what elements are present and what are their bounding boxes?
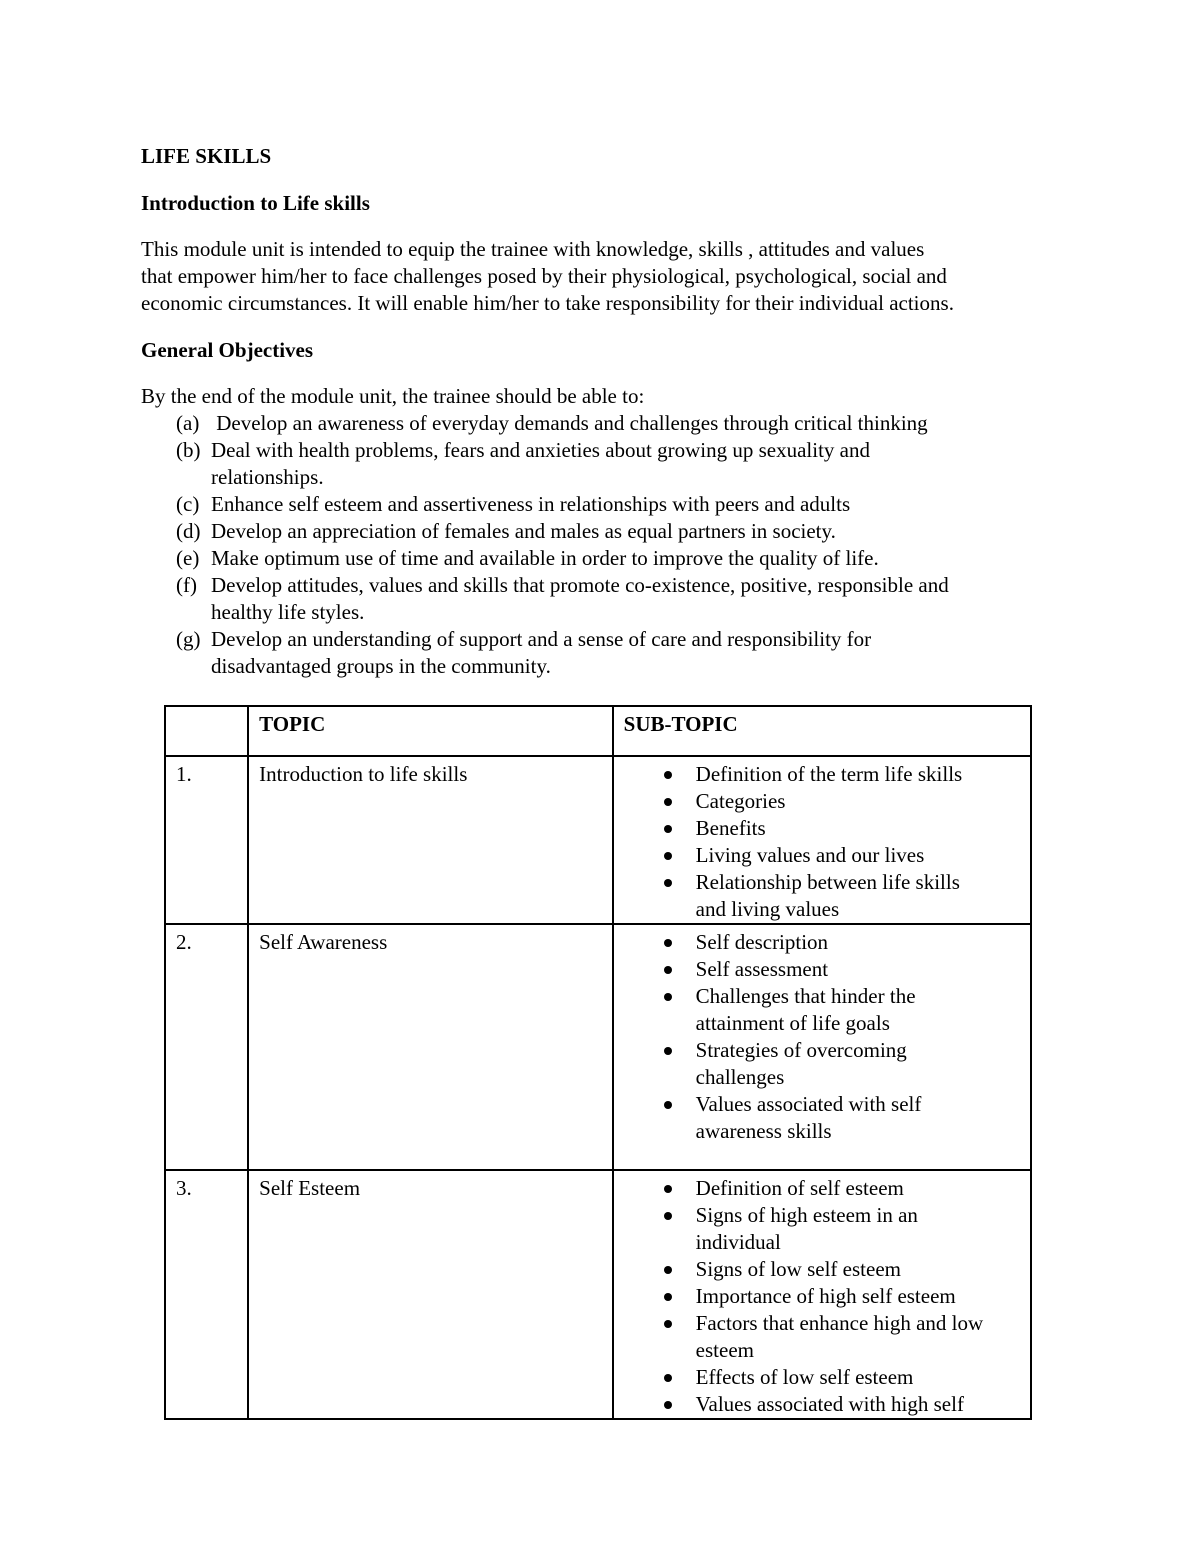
row-number: 2. [165, 924, 248, 1170]
subtopic-list [624, 761, 1020, 923]
subtopic-item [624, 815, 1020, 842]
subtopic-text: esteem [695, 1338, 754, 1362]
subtopic-text: challenges [695, 1065, 785, 1089]
subtopic-item [624, 1256, 1020, 1283]
subtopic-text: Self assessment [695, 957, 829, 981]
objectives-lead: By the end of the module unit, the trainee should be able to: [141, 384, 645, 408]
objective-text: healthy life styles. [211, 600, 365, 624]
subtopic-item [624, 983, 1020, 1037]
objective-text: Enhance self esteem and assertiveness in relationships with peers and adults [211, 492, 851, 516]
document-title: LIFE SKILLS [141, 144, 272, 168]
objective-marker: (b) [176, 438, 201, 462]
subtopic-text: attainment of life goals [695, 1011, 890, 1035]
subtopic-text: Challenges that hinder the [695, 984, 916, 1008]
subtopic-item [624, 1037, 1020, 1091]
row-subtopics [613, 756, 1031, 924]
subtopic-text: Signs of low self esteem [695, 1257, 901, 1281]
objective-item [176, 410, 1076, 437]
objective-text: disadvantaged groups in the community. [211, 654, 551, 678]
subtopic-text: Self description [695, 930, 829, 954]
intro-line: This module unit is intended to equip the trainee with knowledge, skills , attitudes and values [141, 237, 925, 261]
subtopic-item [624, 1283, 1020, 1310]
subtopic-item [624, 1202, 1020, 1256]
subtopic-text: individual [695, 1230, 781, 1254]
subtopic-item [624, 1175, 1020, 1202]
row-subtopics [613, 1170, 1031, 1419]
subtopic-item [624, 956, 1020, 983]
header-number [165, 706, 248, 756]
subtopic-text: Values associated with self [695, 1092, 922, 1116]
subtopic-text: Benefits [695, 816, 766, 840]
objective-marker: (c) [176, 492, 200, 516]
intro-line: that empower him/her to face challenges posed by their physiological, psychological, social and [141, 264, 947, 288]
row-number: 3. [165, 1170, 248, 1419]
table-header-row [165, 706, 1031, 756]
objective-item [176, 491, 1076, 518]
row-topic: Self Esteem [248, 1170, 613, 1419]
objective-text: Deal with health problems, fears and anxieties about growing up sexuality and [211, 438, 870, 462]
subtopic-text: Signs of high esteem in an [695, 1203, 918, 1227]
table-row [165, 924, 1031, 1170]
subtopic-list [624, 929, 1020, 1145]
objective-marker: (a) [176, 411, 200, 435]
row-topic: Introduction to life skills [248, 756, 613, 924]
subtopic-text: Definition of the term life skills [695, 762, 963, 786]
objective-text: Develop an awareness of everyday demands and challenges through critical thinking [211, 411, 928, 435]
subtopic-list [624, 1175, 1020, 1418]
subtopic-text: and living values [695, 897, 840, 921]
subtopic-item [624, 1391, 1020, 1418]
subtopic-text: Values associated with high self [695, 1392, 964, 1416]
subtopic-item [624, 788, 1020, 815]
objective-text: Develop attitudes, values and skills that promote co-existence, positive, responsible and [211, 573, 949, 597]
subtopic-item [624, 869, 1020, 923]
subtopic-text: Effects of low self esteem [695, 1365, 914, 1389]
objective-item [176, 518, 1076, 545]
subtopic-text: Living values and our lives [695, 843, 925, 867]
objective-item [176, 545, 1076, 572]
topics-table [164, 705, 1032, 1420]
subtopic-text: Categories [695, 789, 786, 813]
subtopic-item [624, 1091, 1020, 1145]
subtopic-item [624, 1310, 1020, 1364]
subtopic-text: Relationship between life skills [695, 870, 960, 894]
subtopic-item [624, 842, 1020, 869]
objective-marker: (f) [176, 573, 197, 597]
subtopic-text: Factors that enhance high and low [695, 1311, 984, 1335]
objective-item [176, 626, 1076, 680]
subtopic-text: Strategies of overcoming [695, 1038, 907, 1062]
objective-text: relationships. [211, 465, 324, 489]
objective-marker: (e) [176, 546, 200, 570]
subtopic-text: Importance of high self esteem [695, 1284, 956, 1308]
objective-marker: (g) [176, 627, 201, 651]
table-row [165, 1170, 1031, 1419]
objectives-list [176, 410, 1076, 680]
objective-marker: (d) [176, 519, 201, 543]
objective-item [176, 437, 1076, 491]
table-row [165, 756, 1031, 924]
intro-line: economic circumstances. It will enable him/her to take responsibility for their individual actions. [141, 291, 954, 315]
row-topic: Self Awareness [248, 924, 613, 1170]
objective-text: Make optimum use of time and available in order to improve the quality of life. [211, 546, 879, 570]
subtopic-item [624, 1364, 1020, 1391]
subtopic-item [624, 761, 1020, 788]
header-topic: TOPIC [248, 706, 613, 756]
intro-heading: Introduction to Life skills [141, 191, 370, 215]
subtopic-text: Definition of self esteem [695, 1176, 904, 1200]
row-number: 1. [165, 756, 248, 924]
subtopic-item [624, 929, 1020, 956]
header-subtopic: SUB-TOPIC [613, 706, 1031, 756]
objective-item [176, 572, 1076, 626]
intro-paragraph [141, 236, 1081, 317]
subtopic-text: awareness skills [695, 1119, 832, 1143]
row-subtopics [613, 924, 1031, 1170]
objectives-heading: General Objectives [141, 338, 314, 362]
objective-text: Develop an appreciation of females and males as equal partners in society. [211, 519, 836, 543]
objective-text: Develop an understanding of support and a sense of care and responsibility for [211, 627, 872, 651]
